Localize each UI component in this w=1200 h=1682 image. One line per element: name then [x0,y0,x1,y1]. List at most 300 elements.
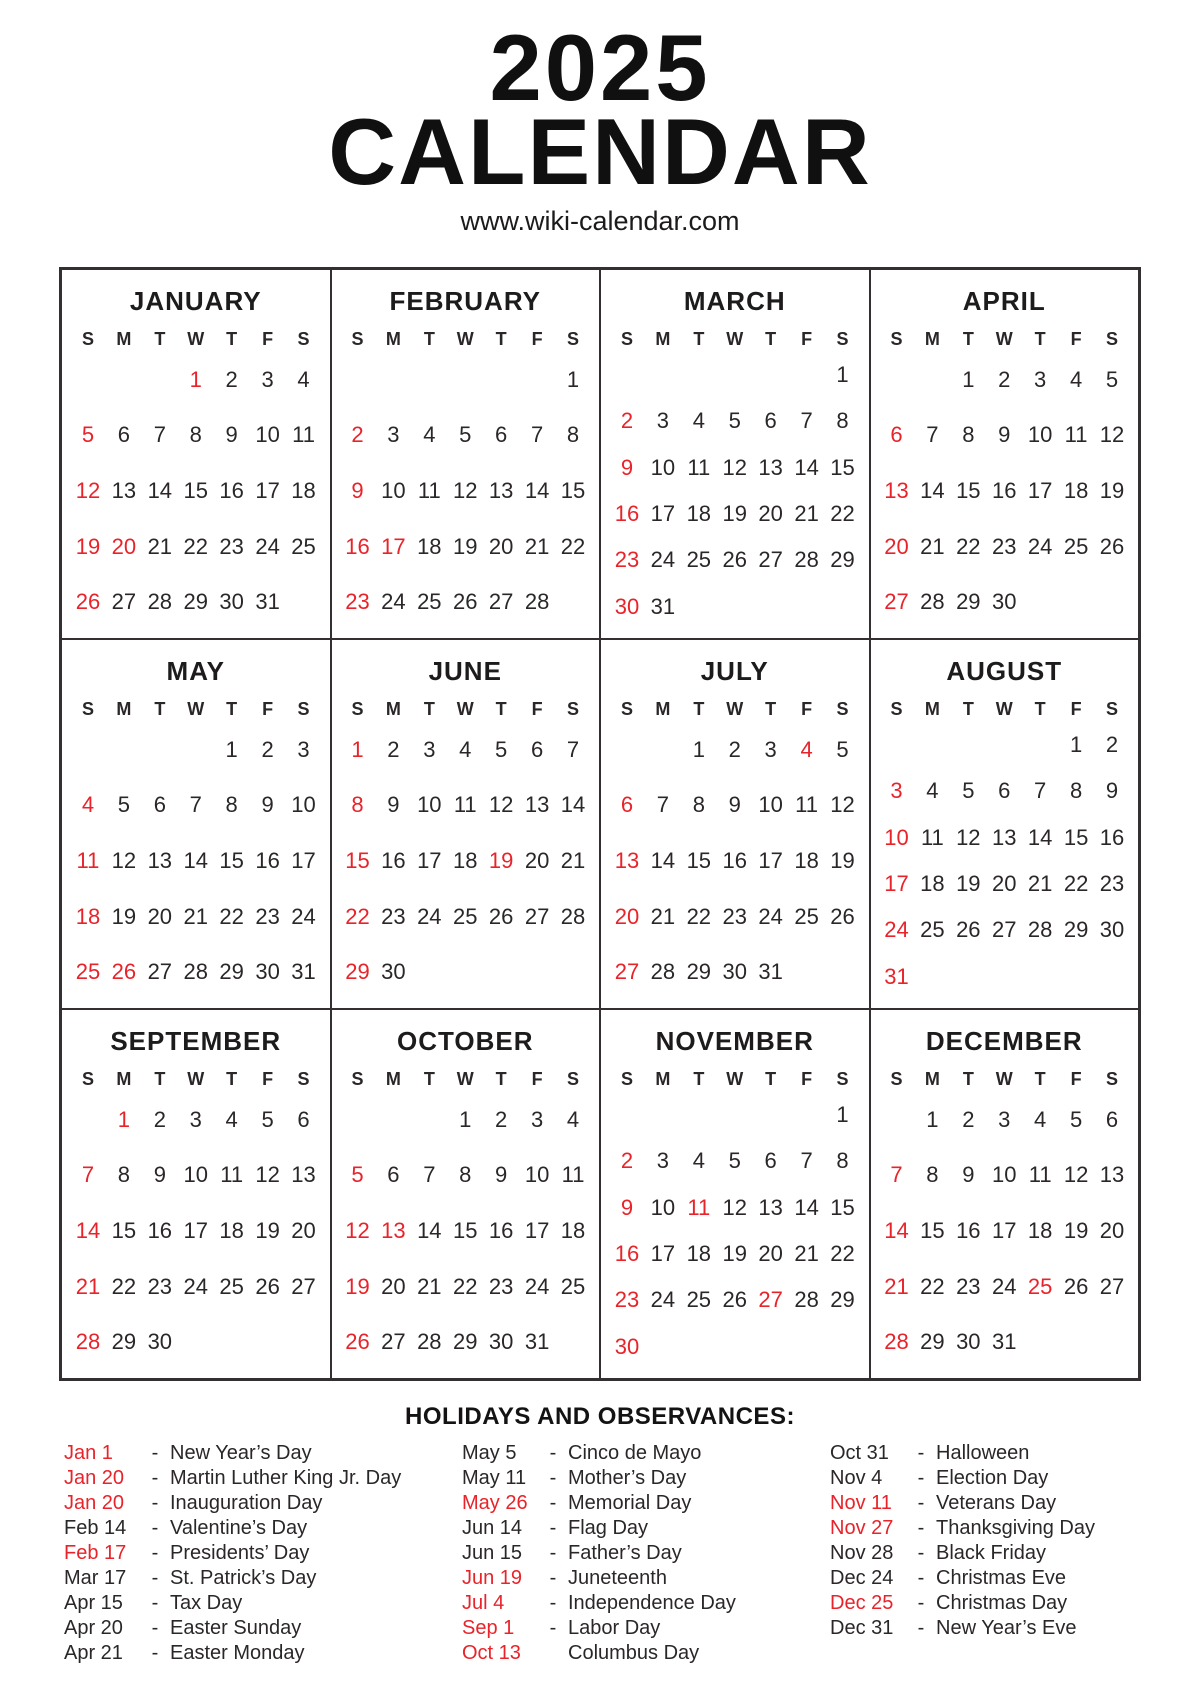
holiday-dash: - [917,1617,925,1639]
day-cell: 18 [75,903,101,929]
day-cell: 9 [1105,778,1119,804]
day-cell: 1 [692,736,705,762]
day-cell: 20 [147,903,173,929]
weekday-label: T [962,1069,974,1089]
day-cell: 23 [722,903,747,929]
day-cell: 1 [836,1102,849,1128]
day-cell: 6 [117,422,130,448]
holiday-name: Easter Monday [170,1642,305,1664]
day-cell: 19 [830,847,855,873]
holiday-column [64,1441,462,1666]
day-cell: 12 [1063,1162,1089,1188]
week-row [340,889,592,945]
day-cell: 24 [381,589,406,615]
day-cell: 21 [1027,871,1053,897]
holiday-dash: - [917,1492,925,1514]
weeks-grid [70,352,322,630]
weekday-label: F [262,1069,274,1089]
day-cell: 16 [255,847,280,873]
day-cell: 11 [561,1162,585,1188]
week-row [609,1138,861,1184]
weekday-label: S [620,699,633,719]
weekday-label: W [456,699,474,719]
day-cell: 30 [614,593,640,619]
day-cell: 30 [722,959,747,985]
day-cell: 14 [794,454,819,480]
holiday-name: Cinco de Mayo [568,1442,702,1464]
weekday-label: S [620,1069,633,1089]
holiday-dash: - [151,1517,159,1539]
day-cell: 8 [836,1148,849,1174]
day-cell: 20 [884,533,909,559]
day-cell: 21 [183,903,208,929]
week-row [70,944,322,1000]
week-row [609,1231,861,1277]
month-march [601,270,869,638]
month-title: MAY [166,656,225,686]
day-cell: 3 [423,736,436,762]
weekday-label: F [531,329,543,349]
holiday-item [462,1491,830,1516]
day-cell: 7 [189,792,202,818]
weekday-label: M [924,1069,940,1089]
day-cell: 25 [291,533,316,559]
day-cell: 26 [1099,533,1125,559]
day-cell: 19 [722,501,747,527]
holiday-item [462,1616,830,1641]
week-row [340,1314,592,1370]
day-cell: 20 [488,533,514,559]
day-cell: 12 [722,1194,747,1220]
week-row [340,944,592,1000]
day-cell: 27 [1099,1273,1125,1299]
month-august [871,640,1139,1008]
day-cell: 13 [992,824,1017,850]
day-cell: 30 [1099,917,1125,943]
day-cell: 18 [920,871,945,897]
weekday-label: T [693,329,705,349]
day-cell: 10 [381,477,406,503]
day-cell: 5 [1105,366,1119,392]
day-cell: 13 [291,1162,316,1188]
day-cell: 5 [1069,1106,1083,1132]
holiday-item [830,1591,1190,1616]
weekday-label: S [836,1069,849,1089]
day-cell: 13 [884,477,909,503]
week-row [879,1148,1131,1204]
holiday-date: Jun 19 [462,1567,523,1589]
day-cell: 31 [650,593,676,619]
day-cell: 26 [956,917,981,943]
day-cell: 22 [830,1241,855,1267]
weekday-header [609,329,861,350]
holiday-dash: - [151,1567,159,1589]
month-title: SEPTEMBER [110,1026,282,1056]
day-cell: 5 [459,422,472,448]
day-cell: 29 [453,1329,478,1355]
day-cell: 5 [728,1148,741,1174]
day-cell: 31 [884,963,909,989]
website-link[interactable]: www.wiki-calendar.com [460,206,740,236]
day-cell: 1 [962,366,975,392]
day-cell: 30 [147,1329,173,1355]
day-cell: 2 [998,366,1011,392]
day-cell: 23 [345,589,370,615]
week-row [70,722,322,778]
day-cell: 4 [459,736,472,762]
weekday-label: T [693,699,705,719]
day-cell: 19 [453,533,478,559]
day-cell: 30 [614,1333,640,1359]
day-cell: 8 [926,1162,939,1188]
weekday-label: S [351,1069,364,1089]
day-cell: 27 [992,917,1017,943]
day-cell: 19 [1063,1217,1089,1243]
month-july [601,640,869,1008]
weekday-label: S [81,329,94,349]
month-title: APRIL [962,286,1046,316]
week-row [609,833,861,889]
day-cell: 3 [1034,366,1047,392]
weekday-header [879,699,1131,720]
week-row [70,463,322,519]
day-cell: 3 [890,778,903,804]
weeks-grid [609,1092,861,1370]
day-cell: 15 [830,454,855,480]
weekday-label: T [154,329,166,349]
week-row [879,907,1131,953]
day-cell: 13 [1099,1162,1125,1188]
day-cell: 17 [1027,477,1053,503]
weeks-grid [879,722,1131,1000]
day-cell: 22 [219,903,244,929]
week-row [609,491,861,537]
holiday-dash: - [151,1467,159,1489]
day-cell: 28 [650,959,676,985]
day-cell: 10 [291,792,316,818]
day-cell: 20 [111,533,137,559]
week-row [879,463,1131,519]
holiday-date: Apr 20 [64,1617,123,1639]
day-cell: 20 [758,501,783,527]
holiday-item [830,1541,1190,1566]
week-row [879,408,1131,464]
day-cell: 12 [453,477,478,503]
day-cell: 22 [111,1273,137,1299]
day-cell: 7 [566,736,580,762]
day-cell: 15 [686,847,712,873]
weekday-label: W [995,329,1013,349]
week-row [609,352,861,398]
day-cell: 28 [524,589,550,615]
day-cell: 28 [75,1329,101,1355]
weekday-label: S [836,329,849,349]
day-cell: 6 [1105,1106,1119,1132]
week-row [340,722,592,778]
day-cell: 17 [183,1217,208,1243]
day-cell: 6 [153,792,166,818]
weekday-label: S [297,1069,310,1089]
week-row [340,1259,592,1315]
holiday-item [64,1516,462,1541]
day-cell: 11 [795,792,819,818]
weekday-label: T [1034,329,1046,349]
holiday-date: May 5 [462,1442,517,1464]
day-cell: 24 [524,1273,550,1299]
weekday-label: M [116,1069,132,1089]
day-cell: 29 [686,959,712,985]
day-cell: 6 [998,778,1011,804]
day-cell: 12 [75,477,101,503]
day-cell: 12 [488,792,514,818]
week-row [609,944,861,1000]
day-cell: 13 [111,477,137,503]
day-cell: 7 [1034,778,1047,804]
day-cell: 25 [1063,533,1089,559]
day-cell: 17 [417,847,442,873]
week-row [70,1203,322,1259]
holiday-date: Oct 13 [462,1642,521,1664]
week-row [609,1092,861,1138]
weekday-label: S [567,329,580,349]
month-title: AUGUST [946,656,1063,686]
day-cell: 16 [722,847,747,873]
day-cell: 24 [758,903,783,929]
month-title: DECEMBER [925,1026,1083,1056]
holiday-dash: - [917,1442,925,1464]
weekday-label: S [890,1069,903,1089]
day-cell: 2 [495,1106,508,1132]
holiday-item [830,1516,1190,1541]
weekday-label: W [187,329,205,349]
day-cell: 27 [291,1273,316,1299]
weekday-label: M [385,329,401,349]
holiday-dash: - [151,1542,159,1564]
holiday-date: Dec 31 [830,1617,894,1639]
holiday-dash: - [549,1442,557,1464]
day-cell: 24 [992,1273,1017,1299]
day-cell: 6 [890,422,903,448]
weeks-grid [340,352,592,630]
holiday-date: Sep 1 [462,1617,515,1639]
day-cell: 12 [956,824,981,850]
day-cell: 24 [884,917,909,943]
day-cell: 18 [453,847,478,873]
weekday-header [340,1069,592,1090]
day-cell: 18 [686,501,712,527]
day-cell: 3 [656,408,669,434]
weekday-label: F [531,1069,543,1089]
day-cell: 14 [183,847,208,873]
holiday-date: Dec 24 [830,1567,894,1589]
weekday-label: F [262,329,274,349]
day-cell: 8 [189,422,202,448]
day-cell: 29 [219,959,244,985]
holiday-name: Easter Sunday [170,1617,302,1639]
day-cell: 6 [297,1106,310,1132]
day-cell: 4 [1034,1106,1047,1132]
day-cell: 28 [417,1329,442,1355]
day-cell: 20 [758,1241,783,1267]
holiday-name: Memorial Day [568,1492,692,1514]
day-cell: 15 [345,847,370,873]
day-cell: 27 [111,589,137,615]
weekday-header [879,329,1131,350]
day-cell: 2 [620,1148,634,1174]
day-cell: 16 [614,1241,640,1267]
week-row [609,1324,861,1370]
day-cell: 19 [1099,477,1125,503]
holiday-name: Martin Luther King Jr. Day [170,1467,402,1489]
holiday-item [462,1591,830,1616]
weekday-label: T [423,699,435,719]
day-cell: 16 [992,477,1017,503]
holiday-date: Jul 4 [462,1592,505,1614]
day-cell: 12 [255,1162,280,1188]
weekday-header [70,329,322,350]
day-cell: 5 [495,736,508,762]
day-cell: 20 [524,847,550,873]
day-cell: 15 [453,1217,478,1243]
day-cell: 10 [650,1194,676,1220]
weekday-label: W [726,329,744,349]
month-june [332,640,600,1008]
day-cell: 18 [794,847,819,873]
day-cell: 10 [1027,422,1053,448]
day-cell: 25 [686,547,712,573]
day-cell: 28 [560,903,586,929]
day-cell: 13 [758,1194,783,1220]
day-cell: 17 [381,533,406,559]
holiday-dash: - [151,1442,159,1464]
day-cell: 13 [758,454,783,480]
day-cell: 16 [488,1217,514,1243]
day-cell: 11 [1064,422,1088,448]
day-cell: 12 [345,1217,370,1243]
day-cell: 6 [530,736,544,762]
day-cell: 25 [1027,1273,1053,1299]
day-cell: 10 [650,454,676,480]
holiday-name: Thanksgiving Day [936,1517,1095,1539]
day-cell: 12 [111,847,137,873]
week-row [609,1277,861,1323]
day-cell: 19 [488,847,514,873]
day-cell: 5 [728,408,741,434]
day-cell: 24 [650,1287,676,1313]
day-cell: 9 [962,1162,975,1188]
day-cell: 8 [836,408,849,434]
day-cell: 2 [225,366,238,392]
week-row [340,1148,592,1204]
month-february [332,270,600,638]
day-cell: 21 [920,533,945,559]
day-cell: 24 [1027,533,1053,559]
weeks-grid [879,352,1131,630]
weekday-label: S [297,329,310,349]
day-cell: 27 [488,589,514,615]
holiday-dash: - [549,1542,557,1564]
weekday-label: W [187,1069,205,1089]
day-cell: 31 [524,1329,550,1355]
weekday-label: T [1034,1069,1046,1089]
week-row [609,1185,861,1231]
day-cell: 15 [956,477,981,503]
day-cell: 25 [417,589,442,615]
day-cell: 11 [687,1194,711,1220]
weekday-label: F [801,1069,813,1089]
holiday-date: Jan 20 [64,1492,125,1514]
day-cell: 8 [962,422,975,448]
day-cell: 3 [764,736,777,762]
weekday-header [340,699,592,720]
weekday-label: M [924,329,940,349]
holiday-dash: - [549,1492,557,1514]
month-december [871,1010,1139,1378]
day-cell: 3 [297,736,310,762]
day-cell: 23 [614,1287,640,1313]
week-row [340,408,592,464]
day-cell: 17 [758,847,783,873]
year-title: 2025 [489,15,711,120]
weekday-label: F [801,329,813,349]
day-cell: 14 [560,792,586,818]
week-row [609,398,861,444]
weekday-label: M [385,1069,401,1089]
holiday-name: Presidents’ Day [170,1542,310,1564]
day-cell: 19 [722,1241,747,1267]
day-cell: 29 [920,1329,945,1355]
holiday-date: Nov 4 [830,1467,883,1489]
day-cell: 18 [1063,477,1089,503]
day-cell: 2 [962,1106,975,1132]
week-row [879,1259,1131,1315]
week-row [70,408,322,464]
day-cell: 18 [219,1217,244,1243]
day-cell: 18 [560,1217,586,1243]
month-may [62,640,330,1008]
day-cell: 19 [345,1273,370,1299]
holiday-name: Labor Day [568,1617,661,1639]
day-cell: 9 [225,422,238,448]
weekday-label: S [890,699,903,719]
holiday-item [830,1491,1190,1516]
weekday-header [609,1069,861,1090]
day-cell: 28 [920,589,945,615]
day-cell: 11 [417,477,441,503]
weekday-label: F [262,699,274,719]
day-cell: 1 [189,366,202,392]
weekday-label: T [226,699,238,719]
holiday-dash: - [549,1617,557,1639]
week-row [609,445,861,491]
weekday-label: F [531,699,543,719]
day-cell: 4 [926,778,939,804]
weekday-label: S [297,699,310,719]
day-cell: 17 [884,871,909,897]
holiday-dash: - [549,1592,557,1614]
holiday-item [462,1566,830,1591]
holiday-date: Nov 27 [830,1517,894,1539]
day-cell: 28 [147,589,173,615]
holiday-dash: - [151,1492,159,1514]
weekday-header [609,699,861,720]
weekday-label: S [1106,329,1119,349]
weekday-label: M [116,329,132,349]
day-cell: 17 [524,1217,550,1243]
day-cell: 27 [381,1329,406,1355]
day-cell: 2 [1105,732,1119,758]
day-cell: 5 [351,1162,364,1188]
